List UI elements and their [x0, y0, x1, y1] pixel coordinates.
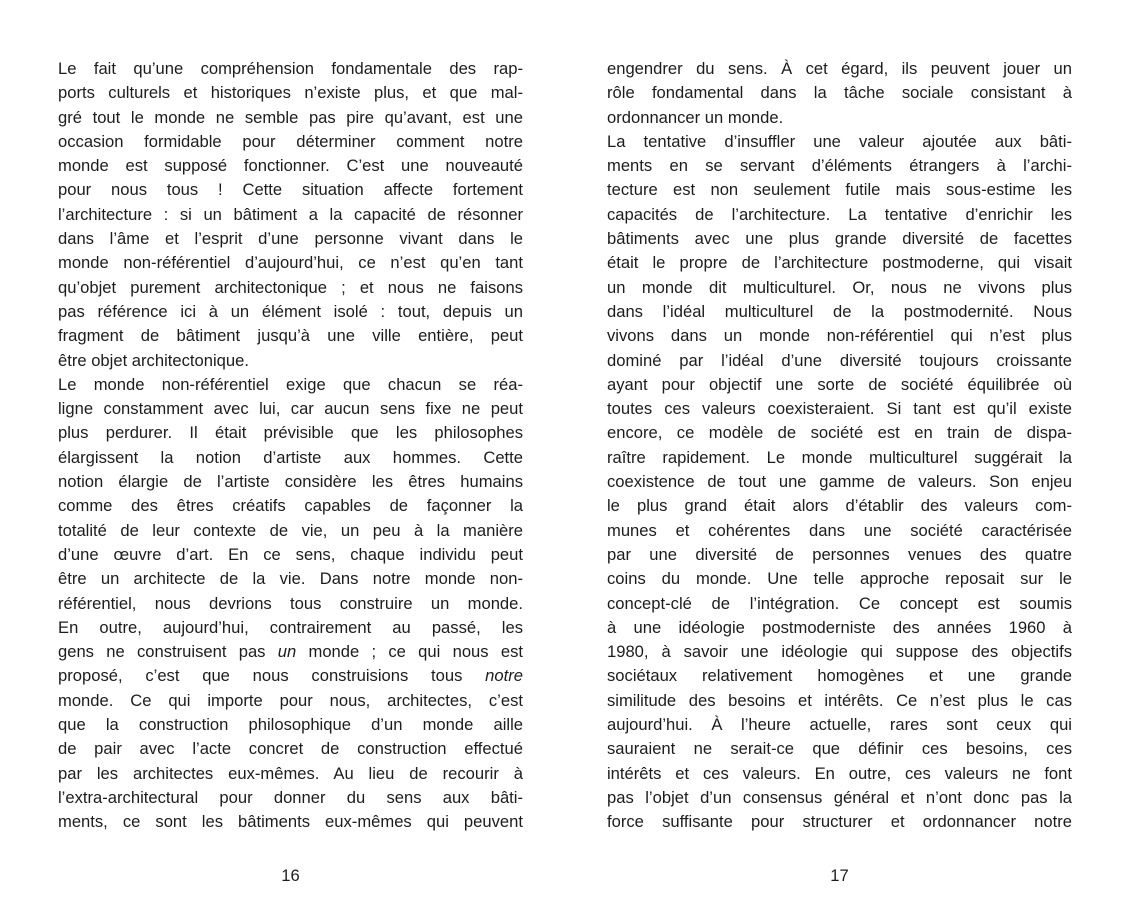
text-line: aujourd’hui. À l’heure actuelle, rares sont ceux qui [607, 715, 1072, 735]
text-line: coexistence de tout une gamme de valeurs. Son enjeu [607, 472, 1072, 492]
text-line: monde. Ce qui importe pour nous, architectes, c’est [58, 690, 523, 710]
text-line: totalité de leur contexte de vie, un peu à la manière [58, 520, 523, 540]
text-line: gré tout le monde ne semble pas pire qu’avant, est une [58, 107, 523, 127]
text-line: coins du monde. Une telle approche reposait sur le [607, 569, 1072, 589]
text-line: comme des êtres créatifs capables de façonner la [58, 496, 523, 516]
text-line: encore, ce modèle de société est en train de dispa- [607, 423, 1072, 443]
text-line: l’architecture : si un bâtiment a la capacité de résonner [58, 204, 523, 224]
text-line: gens ne construisent pas un monde ; ce qui nous est [58, 642, 523, 662]
text-line: occasion formidable pour déterminer comment notre [58, 131, 523, 151]
text-line: sauraient ne serait-ce que définir ces besoins, ces [607, 739, 1072, 759]
text-line: raître rapidement. Le monde multiculturel suggérait la [607, 447, 1072, 467]
text-line: à une idéologie postmoderniste des années 1960 à [607, 617, 1072, 637]
text-line: ayant pour objectif une sorte de société équilibrée où [607, 374, 1072, 394]
text-line: monde non-référentiel d’aujourd’hui, ce n’est qu’en tant [58, 253, 523, 273]
text-line: ports culturels et historiques n’existe plus, et que mal- [58, 83, 523, 103]
text-line: engendrer du sens. À cet égard, ils peuvent jouer un [607, 59, 1072, 78]
text-line: similitude des besoins et intérêts. Ce n’est plus le cas [607, 690, 1072, 710]
text-line: capacités de l’architecture. La tentative d’enrichir les [607, 204, 1072, 224]
text-line: être objet architectonique. [58, 350, 249, 370]
text-line: le plus grand était alors d’établir des valeurs com- [607, 496, 1072, 516]
text-line: En outre, aujourd’hui, contrairement au passé, les [58, 617, 523, 637]
text-line: dans l’âme et l’esprit d’une personne vivant dans le [58, 229, 523, 249]
text-line: force suffisante pour structurer et ordonnancer notre [607, 812, 1072, 832]
page-right-text-column [607, 57, 1072, 835]
text-line: ordonnancer un monde. [607, 107, 784, 127]
text-line: par les architectes eux-mêmes. Au lieu de recourir à [58, 763, 523, 783]
text-line: proposé, c’est que nous construisions tous notre [58, 666, 523, 686]
text-line: était le propre de l’architecture postmoderne, qui visait [607, 253, 1072, 273]
text-line: 1980, à savoir une idéologie qui suppose des objectifs [607, 642, 1072, 662]
text-line: d’une œuvre d’art. En ce sens, chaque individu peut [58, 544, 523, 564]
text-line: ligne constamment avec lui, car aucun sens fixe ne peut [58, 399, 523, 419]
text-line: concept-clé de l’intégration. Ce concept est soumis [607, 593, 1072, 613]
text-line: de pair avec l’acte concret de construction effectué [58, 739, 523, 759]
page-left-text-column [58, 57, 523, 835]
text-line: par une diversité de personnes venues des quatre [607, 544, 1072, 564]
text-line: pas référence ici à un élément isolé : tout, depuis un [58, 301, 523, 321]
text-line: intérêts et ces valeurs. En outre, ces valeurs ne font [607, 763, 1072, 783]
text-line: bâtiments avec une plus grande diversité de facettes [607, 229, 1072, 249]
page-left-page-number: 16 [281, 866, 300, 885]
text-line: l’extra-architectural pour donner du sens aux bâti- [58, 787, 523, 807]
text-line: qu’objet purement architectonique ; et nous ne faisons [58, 277, 523, 297]
text-line: Le fait qu’une compréhension fondamentale des rap- [58, 59, 523, 78]
page-right-page-number: 17 [830, 866, 849, 885]
text-line: toutes ces valeurs coexisteraient. Si tant est qu’il existe [607, 399, 1072, 419]
text-line: fragment de bâtiment jusqu’à une ville entière, peut [58, 326, 523, 346]
text-line: dans l’idéal multiculturel de la postmodernité. Nous [607, 301, 1072, 321]
text-line: monde est supposé fonctionner. C’est une nouveauté [58, 156, 523, 176]
text-line: que la construction philosophique d’un monde aille [58, 715, 523, 735]
text-line: vivons dans un monde non-référentiel qui n’est plus [607, 326, 1072, 346]
text-line: sociétaux relativement homogènes et une grande [607, 666, 1072, 686]
text-line: pas l’objet d’un consensus général et n’ont donc pas la [607, 787, 1072, 807]
text-line: ments, ce sont les bâtiments eux-mêmes qui peuvent [58, 812, 523, 832]
text-line: un monde dit multiculturel. Or, nous ne vivons plus [607, 277, 1072, 297]
text-line: dominé par l’idéal d’une diversité toujours croissante [607, 350, 1072, 370]
text-line: être un architecte de la vie. Dans notre monde non- [58, 569, 523, 589]
text-line: élargissent la notion d’artiste aux hommes. Cette [58, 447, 523, 467]
text-line: rôle fondamental dans la tâche sociale consistant à [607, 83, 1072, 103]
text-line: tecture est non seulement futile mais sous-estime les [607, 180, 1072, 200]
text-line: La tentative d’insuffler une valeur ajoutée aux bâti- [607, 131, 1072, 151]
text-line: Le monde non-référentiel exige que chacun se réa- [58, 374, 523, 394]
text-line: référentiel, nous devrions tous construire un monde. [58, 593, 523, 613]
text-line: ments en se servant d’éléments étrangers à l’archi- [607, 156, 1072, 176]
text-line: plus perdurer. Il était prévisible que les philosophes [58, 423, 523, 443]
text-line: notion élargie de l’artiste considère les êtres humains [58, 472, 523, 492]
text-line: munes et cohérentes dans une société caractérisée [607, 520, 1072, 540]
text-line: pour nous tous ! Cette situation affecte fortement [58, 180, 523, 200]
